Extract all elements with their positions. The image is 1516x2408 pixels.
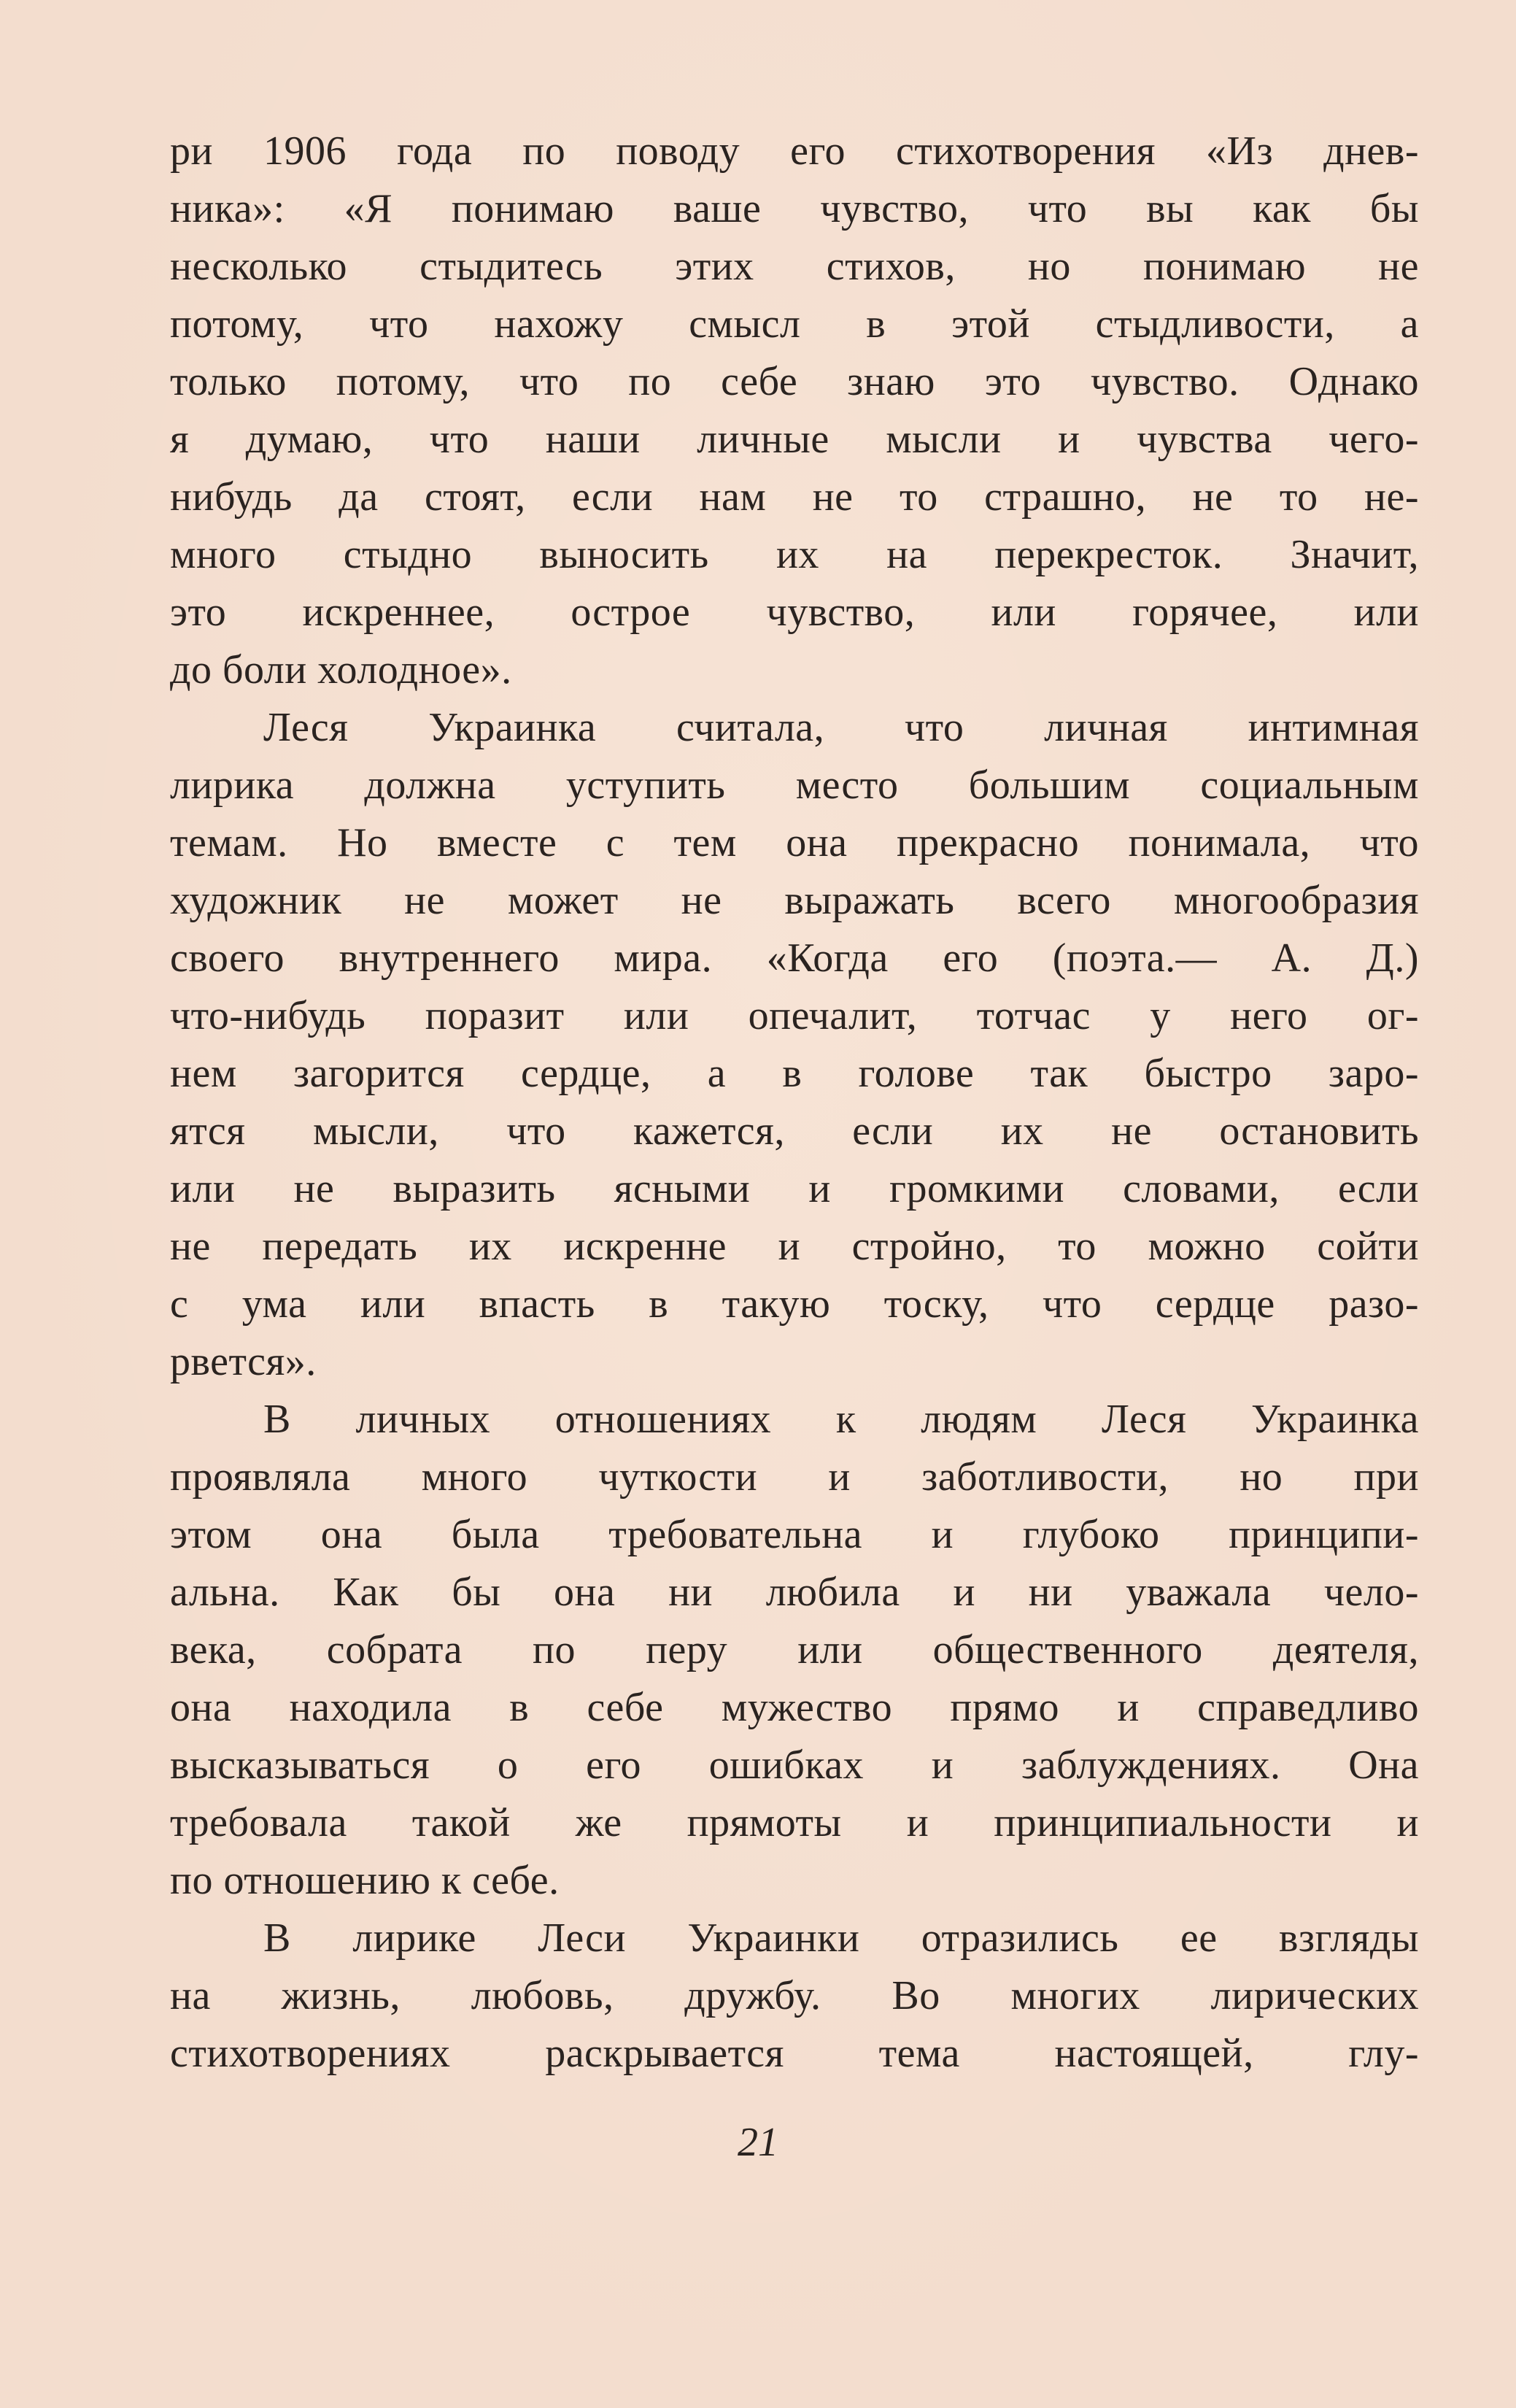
text-line: стихотворениях раскрывается тема настоящей, глу- xyxy=(170,2031,1419,2076)
text-line: или не выразить ясными и громкими словами, если xyxy=(170,1166,1419,1211)
text-line: она находила в себе мужество прямо и справедливо xyxy=(170,1685,1419,1730)
text-line: нибудь да стоят, если нам не то страшно, не то не- xyxy=(170,474,1419,520)
text-line: художник не может не выражать всего многообразия xyxy=(170,878,1419,923)
text-line: этом она была требовательна и глубоко принципи- xyxy=(170,1512,1419,1557)
text-line: высказываться о его ошибках и заблуждениях. Она xyxy=(170,1743,1419,1788)
text-line: только потому, что по себе знаю это чувство. Однако xyxy=(170,359,1419,404)
text-line: В личных отношениях к людям Леся Украинка xyxy=(263,1397,1419,1442)
text-line: много стыдно выносить их на перекресток. Значит, xyxy=(170,532,1419,577)
text-line: темам. Но вместе с тем она прекрасно понимала, что xyxy=(170,820,1419,865)
text-line: с ума или впасть в такую тоску, что сердце разо- xyxy=(170,1281,1419,1327)
body-text xyxy=(170,123,1419,2083)
text-line: нем загорится сердце, а в голове так быстро заро- xyxy=(170,1051,1419,1096)
text-line: на жизнь, любовь, дружбу. Во многих лирических xyxy=(170,1973,1419,2018)
text-line: Леся Украинка считала, что личная интимная xyxy=(263,705,1419,750)
text-line: требовала такой же прямоты и принципиальности и xyxy=(170,1800,1419,1845)
text-line: ника»: «Я понимаю ваше чувство, что вы как бы xyxy=(170,186,1419,231)
text-line: своего внутреннего мира. «Когда его (поэта.— А. Д.) xyxy=(170,935,1419,981)
text-line: рвется». xyxy=(170,1339,317,1384)
text-line: века, собрата по перу или общественного деятеля, xyxy=(170,1627,1419,1672)
text-line: В лирике Леси Украинки отразились ее взгляды xyxy=(263,1915,1419,1961)
text-line: ятся мысли, что кажется, если их не остановить xyxy=(170,1108,1419,1154)
text-line: по отношению к себе. xyxy=(170,1858,560,1903)
text-line: альна. Как бы она ни любила и ни уважала чело- xyxy=(170,1570,1419,1615)
text-line: что-нибудь поразит или опечалит, тотчас у него ог- xyxy=(170,993,1419,1038)
text-line: я думаю, что наши личные мысли и чувства чего- xyxy=(170,417,1419,462)
text-line: до боли холодное». xyxy=(170,647,512,692)
text-line: ри 1906 года по поводу его стихотворения «Из днев- xyxy=(170,128,1419,174)
text-line: несколько стыдитесь этих стихов, но понимаю не xyxy=(170,244,1419,289)
text-line: это искреннее, острое чувство, или горячее, или xyxy=(170,590,1419,635)
text-line: потому, что нахожу смысл в этой стыдливости, а xyxy=(170,301,1419,347)
text-line: проявляла много чуткости и заботливости, но при xyxy=(170,1454,1419,1500)
text-line: лирика должна уступить место большим социальным xyxy=(170,763,1419,808)
page-number: 21 xyxy=(738,2120,778,2165)
text-line: не передать их искренне и стройно, то можно сойти xyxy=(170,1224,1419,1269)
